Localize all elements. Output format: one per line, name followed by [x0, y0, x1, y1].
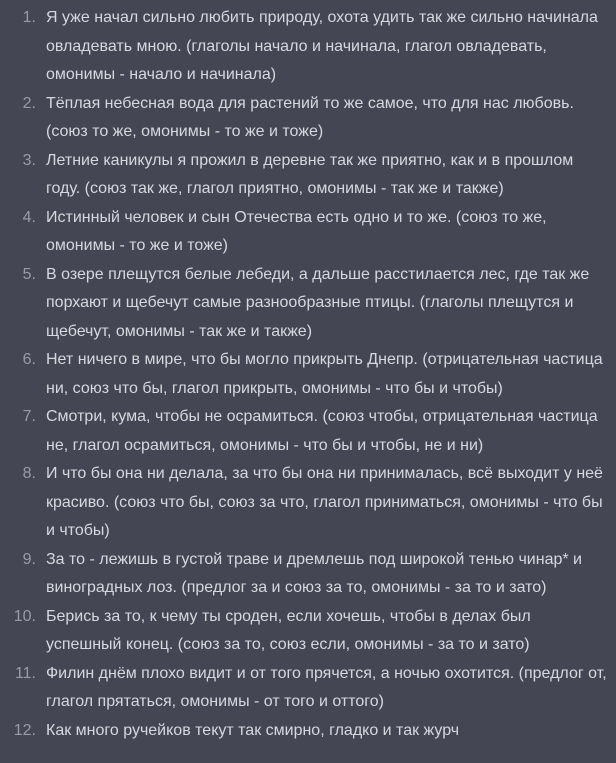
item-number: 3.	[22, 151, 36, 169]
list-item-11	[0, 660, 616, 717]
item-number: 7.	[22, 408, 36, 425]
list-item-10	[0, 603, 616, 660]
list-item-3	[0, 147, 616, 204]
item-text: Нет ничего в мире, что бы могло прикрыть Днепр. (отрицательная частица ни, союз что бы, глагол прикрыть, омонимы - что бы и чтобы)	[46, 351, 603, 397]
item-number: 1.	[22, 9, 36, 26]
item-text: Я уже начал сильно любить природу, охота удить так же сильно начинала овладевать мною. (глаголы начало и начинала, глагол овладевать, омонимы - начало и начинала)	[46, 9, 598, 83]
item-number: 10.	[13, 607, 36, 625]
list-item-8	[0, 460, 616, 546]
item-number: 9.	[22, 550, 36, 568]
item-number: 6.	[22, 351, 36, 368]
item-text: Летние каникулы я прожил в деревне так же приятно, как и в прошлом году. (союз так же, глагол приятно, омонимы - так же и также)	[46, 151, 574, 197]
item-text: Берись за то, к чему ты сроден, если хочешь, чтобы в делах был успешный конец. (союз за то, союз если, омонимы - за то и зато)	[46, 607, 531, 653]
item-number: 5.	[22, 265, 36, 283]
list-item-6	[0, 346, 616, 403]
item-number: 8.	[22, 465, 36, 482]
list-item-7	[0, 403, 616, 460]
item-number: 4.	[22, 208, 36, 226]
list-item-2	[0, 90, 616, 147]
item-text: Смотри, кума, чтобы не осрамиться. (союз чтобы, отрицательная частица не, глагол осрамиться, омонимы - что бы и чтобы, не и ни)	[46, 408, 598, 454]
item-text: Истинный человек и сын Отечества есть одно и то же. (союз то же, омонимы - то же и тоже)	[46, 208, 547, 254]
item-text: И что бы она ни делала, за что бы она ни принималась, всё выходит у неё красиво. (союз что бы, союз за что, глагол приниматься, омонимы - что бы и чтобы)	[46, 465, 603, 539]
list-item-5	[0, 261, 616, 347]
list-item-9	[0, 546, 616, 603]
list-item-12	[0, 717, 616, 746]
item-text: За то - лежишь в густой траве и дремлешь под широкой тенью чинар* и виноградных лоз. (предлог за и союз за то, омонимы - за то и зато)	[46, 550, 582, 596]
item-number: 11.	[14, 664, 36, 682]
item-text: Тёплая небесная вода для растений то же самое, что для нас любовь. (союз то же, омонимы - то же и тоже)	[46, 94, 574, 140]
item-number: 2.	[22, 94, 36, 112]
item-text: В озере плещутся белые лебеди, а дальше расстилается лес, где так же порхают и щебечут самые разнообразные птицы. (глаголы плещутся и щебечут, омонимы - так же и также)	[46, 265, 590, 340]
item-number: 12.	[13, 721, 36, 739]
item-text: Как много ручейков текут так смирно, гладко и так журч	[46, 721, 460, 739]
item-text: Филин днём плохо видит и от того прячется, а ночью охотится. (предлог от, глагол прятаться, омонимы - от того и оттого)	[46, 664, 607, 710]
list-item-1	[0, 4, 616, 90]
list-item-4	[0, 204, 616, 261]
